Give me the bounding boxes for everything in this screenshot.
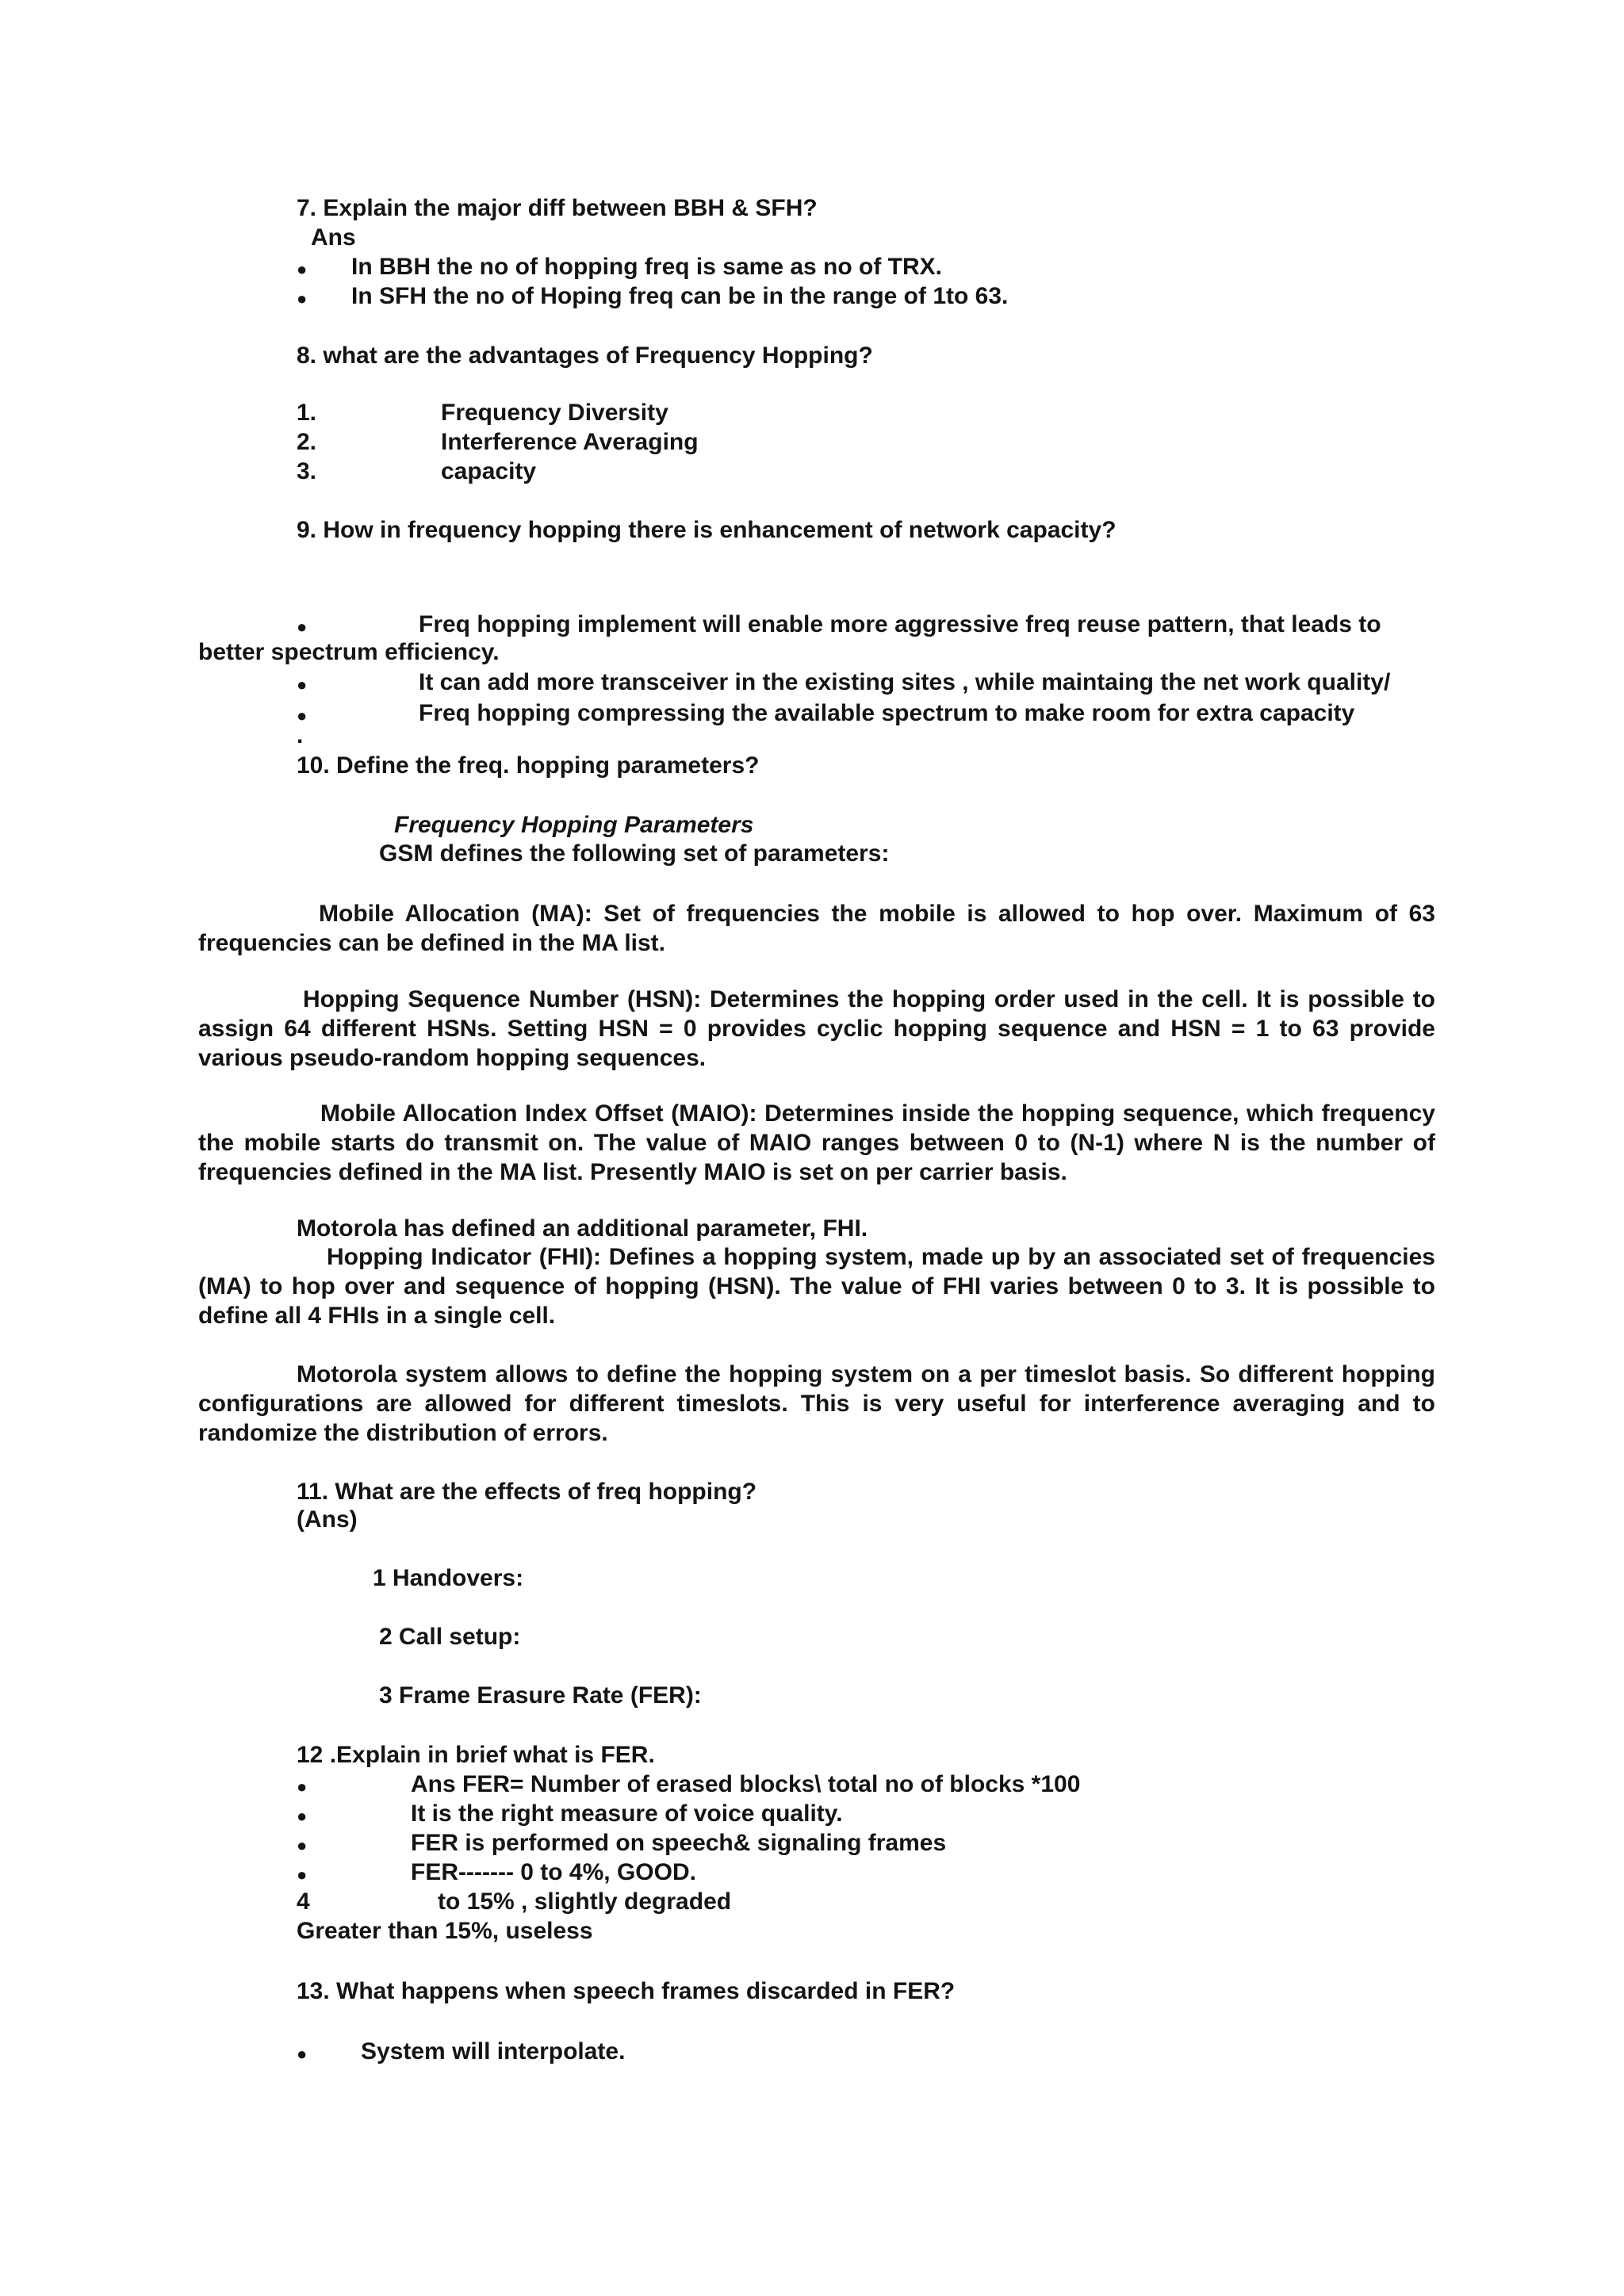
bullet-icon: ● (297, 675, 308, 695)
q7-bullet-2: In SFH the no of Hoping freq can be in the range of 1to 63. (351, 283, 1009, 309)
bullet-icon: ● (297, 1865, 308, 1885)
q12-line-useless: Greater than 15%, useless (297, 1918, 593, 1944)
list-item: Frequency Diversity (441, 400, 668, 426)
list-number: 2. (297, 429, 317, 455)
bullet-icon: ● (297, 1835, 308, 1855)
list-item: Interference Averaging (441, 429, 699, 455)
bullet-icon: ● (297, 259, 308, 279)
q13-bullet-1: System will interpolate. (361, 2038, 626, 2064)
q9-bullet-2: It can add more transceiver in the existing sites , while maintaing the net work quality/ (419, 669, 1391, 695)
question-8: 8. what are the advantages of Frequency Hopping? (297, 342, 873, 369)
question-7: 7. Explain the major diff between BBH & SFH? (297, 195, 818, 221)
paragraph-ma: Mobile Allocation (MA): Set of frequencies the mobile is allowed to hop over. Maximum of 63 frequencies can be defined in the MA list. (198, 901, 1435, 956)
question-12: 12 .Explain in brief what is FER. (297, 1742, 655, 1768)
list-item: 1 Handovers: (373, 1565, 524, 1591)
list-number: 1. (297, 400, 317, 426)
section-subtitle: Frequency Hopping Parameters (394, 812, 754, 838)
answer-label: Ans (311, 224, 356, 251)
stray-period: . (297, 722, 304, 748)
question-13: 13. What happens when speech frames discarded in FER? (297, 1978, 956, 2004)
paragraph-motorola-timeslot: Motorola system allows to define the hopping system on a per timeslot basis. So different hopping configurations are allowed for different timeslots. This is very useful for interference averaging and to randomize the distribution of errors. (198, 1361, 1435, 1446)
section-intro: GSM defines the following set of parameters: (379, 840, 890, 867)
question-11: 11. What are the effects of freq hopping? (297, 1479, 757, 1505)
list-item: 3 Frame Erasure Rate (FER): (379, 1682, 702, 1709)
q9-bullet-1: Freq hopping implement will enable more aggressive freq reuse pattern, that leads to (419, 611, 1381, 637)
bullet-icon: ● (297, 2044, 308, 2064)
answer-label: (Ans) (297, 1506, 358, 1533)
list-item: 2 Call setup: (379, 1624, 521, 1650)
bullet-icon: ● (297, 1777, 308, 1797)
paragraph-hsn: Hopping Sequence Number (HSN): Determines the hopping order used in the cell. It is possible to assign 64 different HSNs. Setting HSN = 0 provides cyclic hopping sequence and HSN = 1 to 63 provide various pseudo-random hopping sequences. (198, 986, 1435, 1071)
list-number: 3. (297, 458, 317, 484)
q12-bullet-3: FER is performed on speech& signaling frames (411, 1830, 947, 1856)
q12-bullet-2: It is the right measure of voice quality. (411, 1800, 843, 1827)
question-9: 9. How in frequency hopping there is enhancement of network capacity? (297, 517, 1116, 543)
q12-line-number: 4 (297, 1888, 310, 1915)
bullet-icon: ● (297, 289, 308, 308)
paragraph-motorola-intro: Motorola has defined an additional parameter, FHI. (297, 1215, 868, 1242)
list-item: capacity (441, 458, 537, 484)
paragraph-maio: Mobile Allocation Index Offset (MAIO): Determines inside the hopping sequence, which frequency the mobile starts do transmit on. The value of MAIO ranges between 0 to (N-1) where N is the number of frequencies defined in the MA list. Presently MAIO is set on per carrier basis. (198, 1100, 1435, 1185)
q9-bullet-1-continued: better spectrum efficiency. (198, 639, 500, 665)
bullet-icon: ● (297, 1806, 308, 1826)
q9-bullet-3: Freq hopping compressing the available spectrum to make room for extra capacity (419, 700, 1355, 726)
bullet-icon: ● (297, 706, 308, 725)
q7-bullet-1: In BBH the no of hopping freq is same as no of TRX. (351, 254, 943, 280)
q12-line-text: to 15% , slightly degraded (438, 1888, 732, 1915)
question-10: 10. Define the freq. hopping parameters? (297, 752, 760, 779)
bullet-icon: ● (297, 617, 308, 637)
q12-bullet-4: FER------- 0 to 4%, GOOD. (411, 1859, 696, 1885)
paragraph-fhi: Hopping Indicator (FHI): Defines a hopping system, made up by an associated set of frequencies (MA) to hop over and sequence of hopping (HSN). The value of FHI varies between 0 to 3. It is possible to define all 4 FHIs in a single cell. (198, 1244, 1435, 1329)
q12-bullet-1: Ans FER= Number of erased blocks\ total no of blocks *100 (411, 1771, 1081, 1797)
